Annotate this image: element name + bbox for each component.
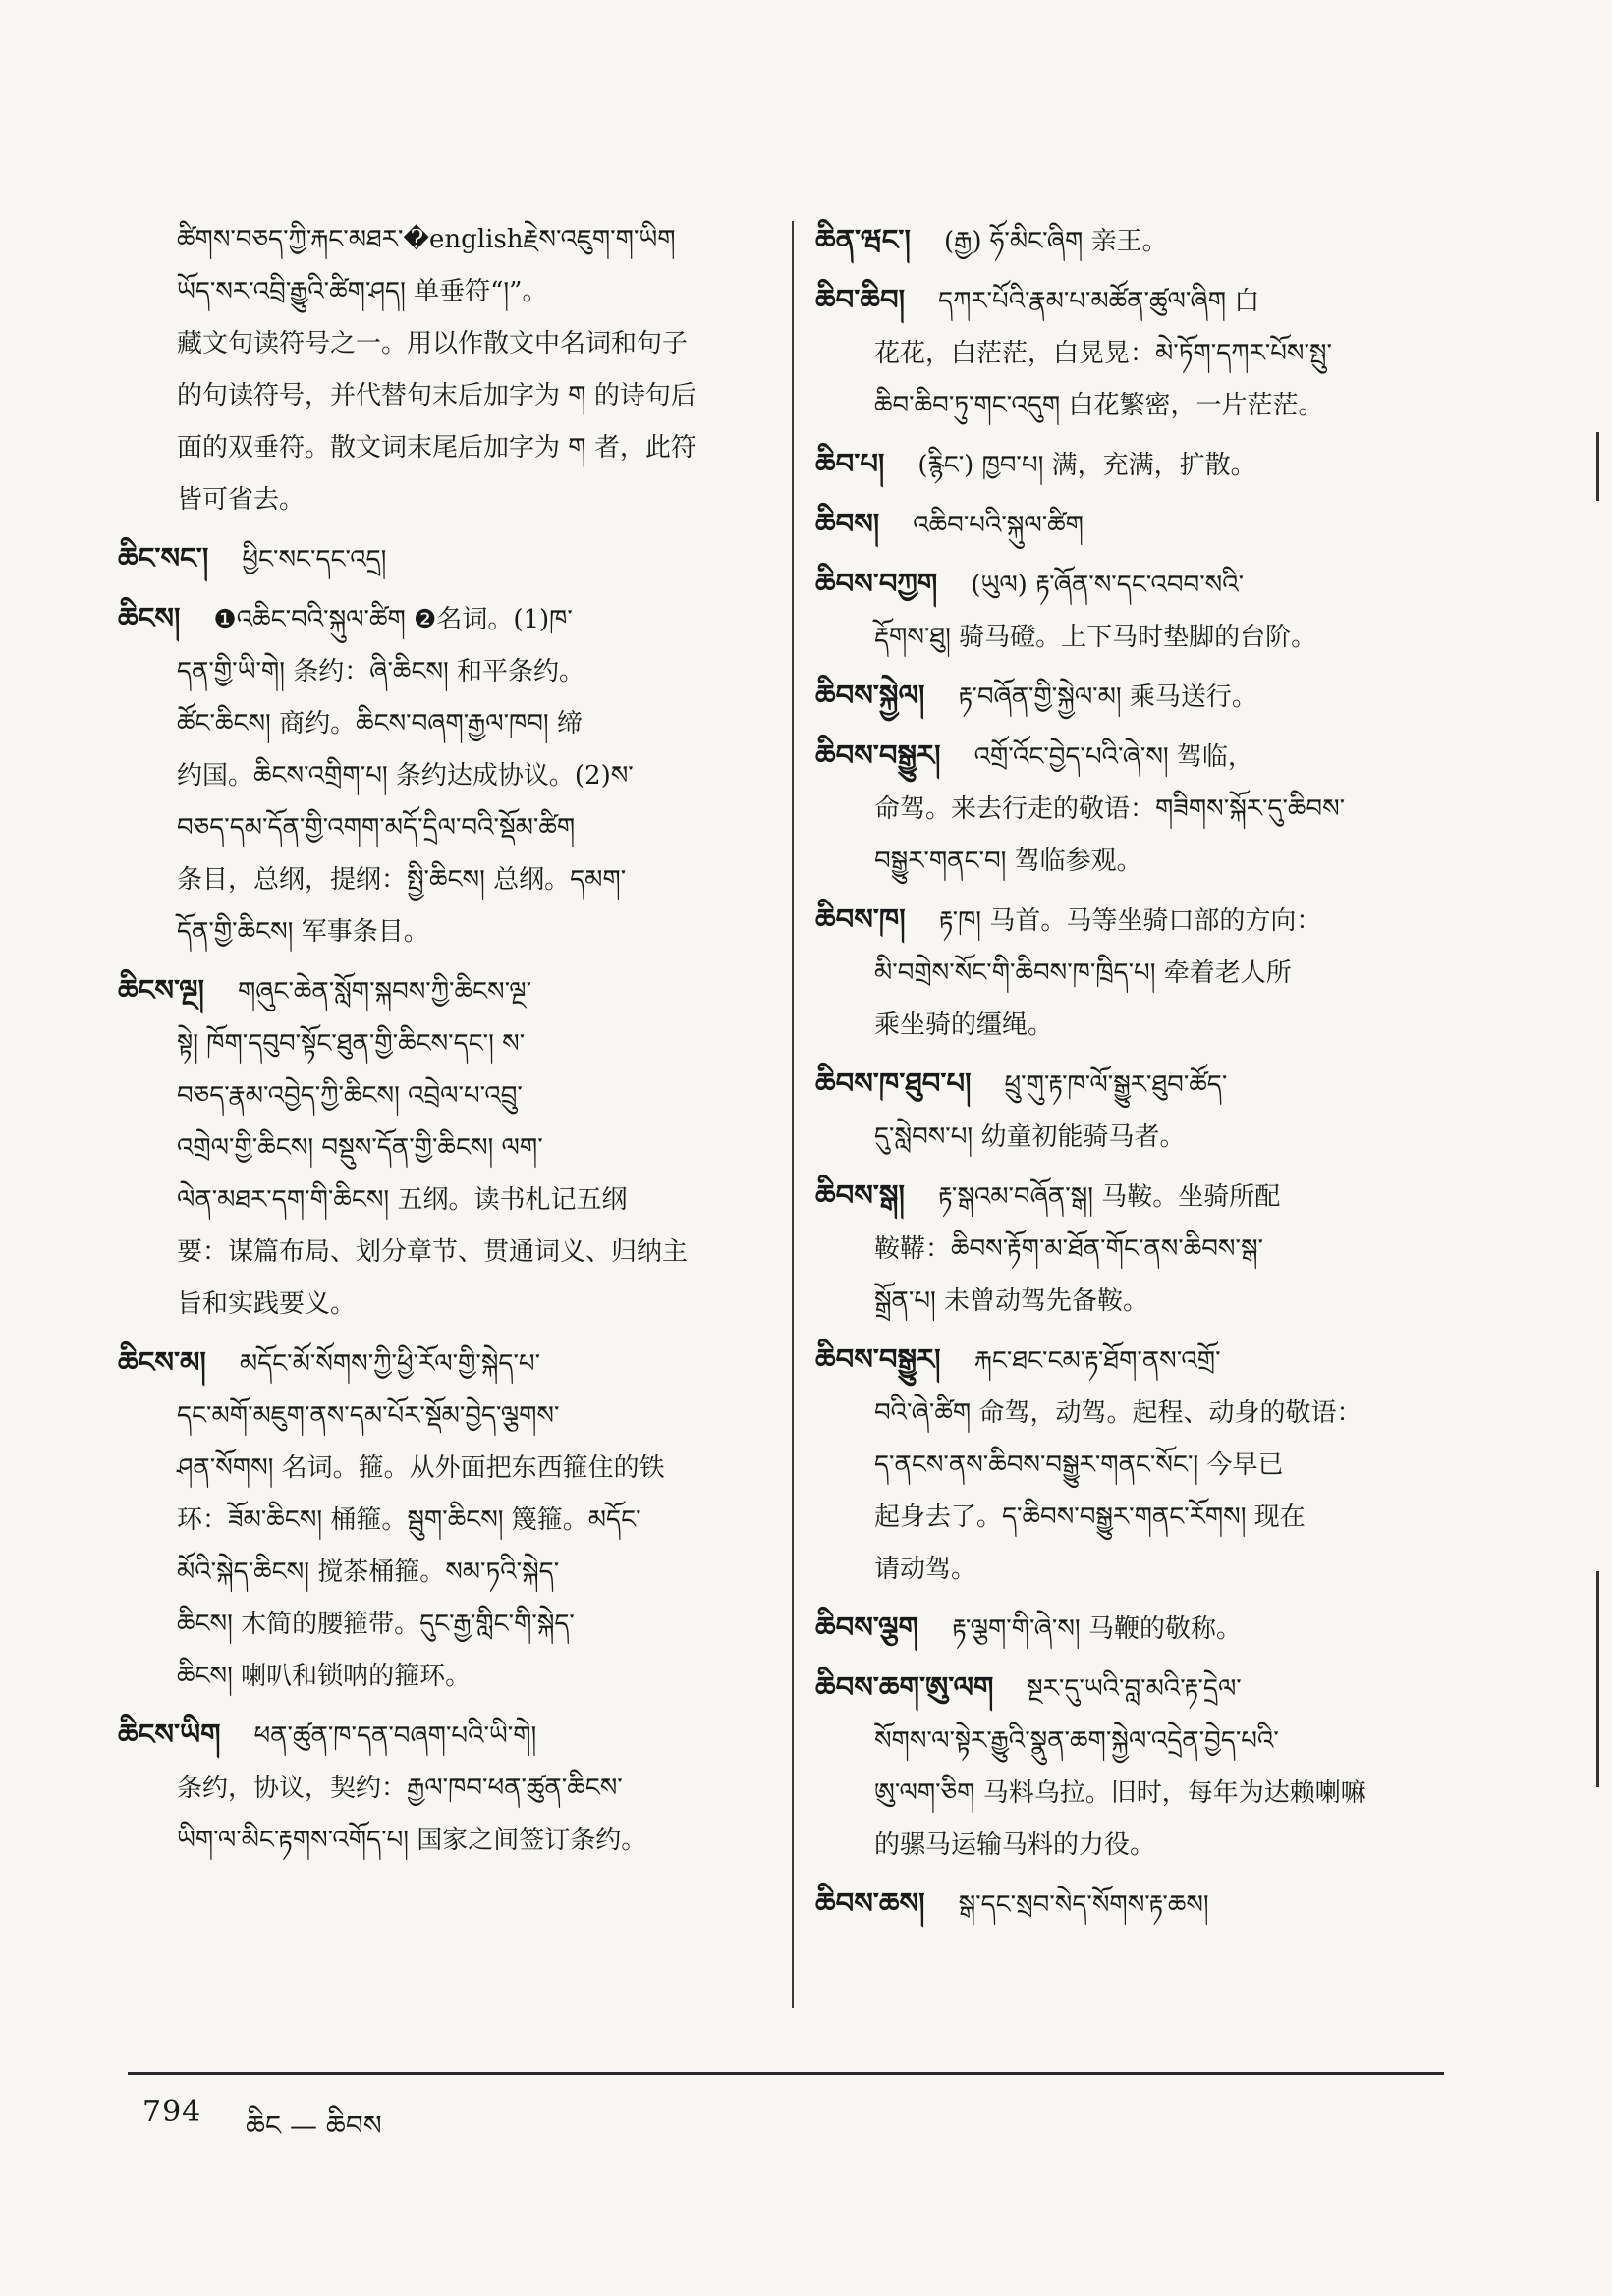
footer-rule: [128, 2072, 1444, 2075]
definition-text: 乘坐骑的缰绳。: [874, 1011, 1054, 1040]
entry-line: [815, 1000, 1444, 1052]
definition-text: 旨和实践要义。: [177, 1289, 357, 1319]
dictionary-entry: [118, 964, 747, 1331]
definition-text: 的骡马运输马料的力役。: [874, 1831, 1156, 1860]
dictionary-entry: [815, 894, 1444, 1052]
dictionary-entry: [118, 1337, 747, 1703]
headword: ཆིབས་བཀྱག: [815, 567, 938, 600]
entry-line: [118, 1018, 747, 1070]
headword: ཆིབས་ཁ་ཐུབ་པ།: [815, 1066, 972, 1100]
definition-text: 请动驾。: [874, 1555, 977, 1584]
definition-text: 条约，协议，契约：རྒྱལ་ཁབ་ཕན་ཚུན་ཆིངས་: [177, 1774, 623, 1803]
definition-text: འགྲོ་འོང་བྱེད་པའི་ཞེ་ས། 驾临，: [973, 742, 1253, 772]
entry-line: [815, 1602, 1444, 1656]
headword: ཆིབས་ཆག་ཨུ་ལག: [815, 1670, 994, 1704]
definition-text: མོའི་སྐེད་ཆིངས། 搅茶桶箍。སམ་ཏའི་སྐེད་: [177, 1558, 560, 1587]
definition-text: ཨུ་ལག་ཅིག 马料乌拉。旧时，每年为达赖喇嘛: [874, 1778, 1366, 1808]
definition-text: ཆིངས། 喇叭和锁呐的箍环。: [177, 1662, 472, 1691]
dictionary-entry: [815, 274, 1444, 432]
headword: ཆིབས་ལྕག: [815, 1611, 918, 1644]
definition-text: དང་མགོ་མཇུག་ནས་དམ་པོར་སྡོམ་བྱེད་ལྕགས་: [177, 1401, 560, 1431]
headword: ཆིངས་ལྔ།: [118, 973, 204, 1007]
definition-text: ཕྱིང་སང་དང་འདྲ།: [242, 545, 387, 574]
definition-text: དཀར་པོའི་རྣམ་པ་མཚོན་ཚུལ་ཞིག 白: [938, 287, 1260, 316]
page-number: 794: [142, 2095, 202, 2129]
entry-line: [815, 1276, 1444, 1328]
entry-line: [118, 802, 747, 854]
headword: ཆིབས་བསྒྱུར།: [815, 738, 941, 772]
definition-text: གཞུང་ཆེན་སློག་སྐབས་ཀྱི་ཆིངས་ལྔ་: [237, 977, 532, 1007]
entry-line: [118, 1599, 747, 1651]
definition-text: 花花，白茫茫，白晃晃：མེ་ཏོག་དཀར་པོས་སྤུ་: [874, 339, 1332, 368]
definition-text: 面的双垂符。散文词末尾后加字为 ག 者，此符: [177, 433, 696, 463]
entry-line: [118, 646, 747, 698]
headword: ཆིབས།: [815, 507, 880, 540]
definition-text: རྐང་ཐང་ངམ་རྟ་ཐོག་ནས་འགྲོ་: [973, 1346, 1221, 1376]
definition-text: ❶འཆིང་བའི་སྐུལ་ཚིག ❷名词。(1)ཁ་: [213, 605, 573, 634]
definition-text: རྟ་བཞོན་གྱི་སྐྱེལ་མ། 乘马送行。: [958, 683, 1257, 712]
entry-line: [815, 730, 1444, 784]
definition-text: བཅད་རྣམ་འབྱེད་ཀྱི་ཆིངས། འབྲེལ་པ་འབྲུ་: [177, 1081, 523, 1111]
entry-line: [815, 836, 1444, 888]
entry-line: [118, 854, 747, 906]
definition-text: 环：ཟོམ་ཆིངས། 桶箍。སྦུག་ཆིངས། 篾箍。མདོང་: [177, 1505, 641, 1535]
entry-line: [118, 1175, 747, 1227]
running-head: ཆིང — ཆིབས: [246, 2109, 382, 2142]
entry-line: [815, 1058, 1444, 1112]
entry-line: [815, 1440, 1444, 1492]
definition-text: 命驾。来去行走的敬语：གཟིགས་སྐོར་དུ་ཆིབས་: [874, 794, 1346, 824]
edge-mark: [1596, 1571, 1599, 1787]
definition-text: ཚོང་ཆིངས། 商约。ཆིངས་བཞག་རྒྱལ་ཁབ། 缔: [177, 709, 583, 738]
entry-line: [815, 438, 1444, 492]
headword: ཆིངས་མ།: [118, 1345, 206, 1379]
entry-line: [815, 1878, 1444, 1932]
entry-line: [118, 266, 747, 318]
left-column: [118, 214, 747, 1873]
dictionary-entry: [815, 1058, 1444, 1164]
definition-text: (ཡུལ) རྟ་ཞོན་ས་དང་འབབ་སའི་: [971, 571, 1245, 600]
entry-line: [118, 1279, 747, 1331]
definition-text: སྒྲོན་པ། 未曾动驾先备鞍。: [874, 1286, 1149, 1316]
definition-text: ཤན་སོགས། 名词。箍。从外面把东西箍住的铁: [177, 1453, 665, 1483]
entry-line: [815, 274, 1444, 328]
dictionary-entry: [815, 730, 1444, 888]
definition-text: ཚིགས་བཅད་ཀྱི་རྐང་མཐར་�englishརྗེས་འཇུག་ག་ཡིག: [177, 225, 676, 254]
entry-line: [118, 1763, 747, 1815]
entry-line: [815, 612, 1444, 664]
entry-line: [118, 1337, 747, 1391]
definition-text: སོགས་ལ་སྟེར་རྒྱུའི་སྣུན་ཆག་སྐྱེལ་འདྲེན་བྱེད་པའི་: [874, 1726, 1279, 1756]
entry-line: [815, 784, 1444, 836]
definition-text: ཕན་ཚུན་ཁ་དན་བཞག་པའི་ཡི་གེ།: [253, 1722, 537, 1751]
definition-text: (རྒྱ) ཧོ་མིང་ཞིག 亲王。: [943, 227, 1168, 256]
entry-line: [815, 558, 1444, 612]
entry-line: [118, 370, 747, 422]
entry-line: [118, 1391, 747, 1443]
entry-line: [118, 698, 747, 750]
headword: ཆིབས་སྒ།: [815, 1178, 905, 1212]
dictionary-entry: [815, 1334, 1444, 1596]
entry-line: [118, 1122, 747, 1175]
definition-text: 藏文句读符号之一。用以作散文中名词和句子: [177, 329, 689, 358]
edge-mark: [1596, 432, 1599, 501]
definition-text: སྒ་དང་སྲབ་སེད་སོགས་རྟ་ཆས།: [958, 1890, 1209, 1920]
definition-text: ཆིངས། 木简的腰箍带。དུང་རྒྱ་གླིང་གི་སྐེད་: [177, 1610, 575, 1639]
headword: ཆིབས་བསྒྱུར།: [815, 1342, 941, 1376]
headword: ཆིབས་ཆས།: [815, 1886, 925, 1920]
headword: ཆིངས་ཡིག: [118, 1718, 221, 1751]
entry-line: [118, 1651, 747, 1703]
entry-line: [815, 894, 1444, 948]
headword: ཆིངས།: [118, 601, 181, 634]
entry-line: [815, 1170, 1444, 1224]
definition-text: འགྲེལ་གྱི་ཆིངས། བསྡུས་དོན་གྱི་ཆིངས། ལག་: [177, 1133, 543, 1163]
definition-text: དོན་གྱི་ཆིངས། 军事条目。: [177, 917, 429, 947]
entry-line: [815, 1768, 1444, 1820]
dictionary-entry: [815, 1602, 1444, 1656]
headword: ཆིབ་ཆིབ།: [815, 283, 906, 316]
definition-text: བཅད་དམ་དོན་གྱི་འགག་མདོ་དྲིལ་བའི་སྡོམ་ཚིག: [177, 813, 576, 843]
column-divider: [792, 221, 794, 2008]
definition-text: ཆིབ་ཆིབ་ཏུ་གང་འདུག 白花繁密，一片茫茫。: [874, 391, 1324, 420]
definition-text: འཆིབ་པའི་སྐུལ་ཚིག: [913, 511, 1084, 540]
entry-line: [118, 1227, 747, 1279]
entry-line: [118, 592, 747, 646]
entry-line: [118, 964, 747, 1018]
definition-text: དུ་སླེབས་པ། 幼童初能骑马者。: [874, 1122, 1186, 1152]
definition-text: 鞍鞯：ཆིབས་རྟོག་མ་ཐོན་གོང་ནས་ཆིབས་སྒ་: [874, 1234, 1263, 1264]
dictionary-entry: [118, 592, 747, 958]
entry-line: [118, 214, 747, 266]
dictionary-entry: [815, 558, 1444, 664]
entry-line: [815, 1544, 1444, 1596]
definition-text: ད་ནངས་ནས་ཆིབས་བསྒྱུར་གནང་སོང་། 今早已: [874, 1450, 1284, 1480]
headword: ཆིབས་ཁ།: [815, 902, 906, 936]
headword: ཆིང་སང་།: [118, 541, 209, 574]
headword: ཆིན་ཝང་།: [815, 223, 911, 256]
entry-line: [815, 1716, 1444, 1768]
entry-line: [118, 906, 747, 958]
definition-text: བའི་ཞེ་ཚིག 命驾，动驾。起程、动身的敬语：: [874, 1398, 1362, 1428]
entry-line: [118, 750, 747, 802]
definition-text: (རྙིང་) ཁྱབ་པ། 满，充满，扩散。: [917, 451, 1256, 480]
dictionary-entry: [815, 1878, 1444, 1932]
dictionary-entry: [815, 214, 1444, 268]
definition-text: དན་གྱི་ཡི་གེ། 条约：ཞི་ཆིངས། 和平条约。: [177, 657, 585, 686]
entry-line: [118, 532, 747, 586]
entry-line: [815, 1388, 1444, 1440]
definition-text: ཡོད་སར་འབྲི་རྒྱུའི་ཚིག་ཤད། 单垂符“།”。: [177, 277, 548, 306]
dictionary-entry: [815, 670, 1444, 724]
dictionary-entry: [815, 498, 1444, 552]
entry-line: [118, 1709, 747, 1763]
definition-text: མདོང་མོ་སོགས་ཀྱི་ཕྱི་རོལ་གྱི་སྐེད་པ་: [239, 1349, 541, 1379]
entry-line: [815, 380, 1444, 432]
definition-text: སྔར་དུ་ཡའི་བླ་མའི་རྟ་དྲེལ་: [1027, 1674, 1242, 1704]
entry-line: [118, 1495, 747, 1547]
entry-line: [815, 1334, 1444, 1388]
entry-line: [118, 1443, 747, 1495]
right-column: [815, 214, 1444, 1938]
dictionary-entry: [118, 1709, 747, 1867]
entry-line: [815, 498, 1444, 552]
dictionary-entry: [815, 1170, 1444, 1328]
entry-line: [118, 318, 747, 370]
definition-text: སྟེ། ཁོག་དབུབ་སྟོང་ཐུན་གྱི་ཆིངས་དང་། ས་: [177, 1029, 526, 1059]
definition-text: 条目，总纲，提纲：སྤྱི་ཆིངས། 总纲。དམག་: [177, 865, 627, 895]
entry-line: [815, 1820, 1444, 1872]
definition-text: ལེན་མཐར་དག་གི་ཆིངས། 五纲。读书札记五纲: [177, 1185, 628, 1215]
entry-line: [118, 474, 747, 526]
definition-text: རྟ་ལྕག་གི་ཞེ་ས། 马鞭的敬称。: [951, 1614, 1242, 1644]
definition-text: ཕྲུ་གུ་རྟ་ཁ་ལོ་སྒྱུར་ཐུབ་ཚོད་: [1004, 1070, 1228, 1100]
definition-text: མི་བགྲེས་སོང་གི་ཆིབས་ཁ་ཁྲིད་པ། 牵着老人所: [874, 958, 1292, 988]
definition-text: 起身去了。ད་ཆིབས་བསྒྱུར་གནང་རོགས། 现在: [874, 1503, 1306, 1532]
headword: ཆིབ་པ།: [815, 447, 885, 480]
entry-line: [118, 1815, 747, 1867]
entry-line: [815, 214, 1444, 268]
entry-line: [118, 1070, 747, 1122]
definition-text: རྟ་སྒའམ་བཞོན་སྒ། 马鞍。坐骑所配: [937, 1182, 1281, 1212]
entry-line: [815, 1492, 1444, 1544]
definition-text: 的句读符号，并代替句末后加字为 ག 的诗句后: [177, 381, 696, 410]
definition-text: 要：谋篇布局、划分章节、贯通词义、归纳主: [177, 1237, 689, 1267]
definition-text: 皆可省去。: [177, 485, 306, 515]
definition-text: ཡིག་ལ་མིང་རྟགས་འགོད་པ། 国家之间签订条约。: [177, 1826, 647, 1855]
entry-line: [815, 328, 1444, 380]
dictionary-entry: [118, 214, 747, 526]
entry-line: [815, 1662, 1444, 1716]
entry-line: [815, 948, 1444, 1000]
dictionary-entry: [815, 1662, 1444, 1872]
definition-text: 约国。ཆིངས་འགྲིག་པ། 条约达成协议。(2)ས་: [177, 761, 634, 791]
headword: ཆིབས་སྐྱེལ།: [815, 679, 925, 712]
definition-text: རྟ་ཁ། 马首。马等坐骑口部的方向：: [938, 906, 1322, 936]
dictionary-entry: [815, 438, 1444, 492]
entry-line: [118, 422, 747, 474]
entry-line: [815, 1112, 1444, 1164]
definition-text: བསྒྱུར་གནང་བ། 驾临参观。: [874, 847, 1142, 876]
entry-line: [815, 670, 1444, 724]
definition-text: རྡོགས་ཐུ། 骑马磴。上下马时垫脚的台阶。: [874, 623, 1317, 652]
entry-line: [815, 1224, 1444, 1276]
entry-line: [118, 1547, 747, 1599]
dictionary-entry: [118, 532, 747, 586]
